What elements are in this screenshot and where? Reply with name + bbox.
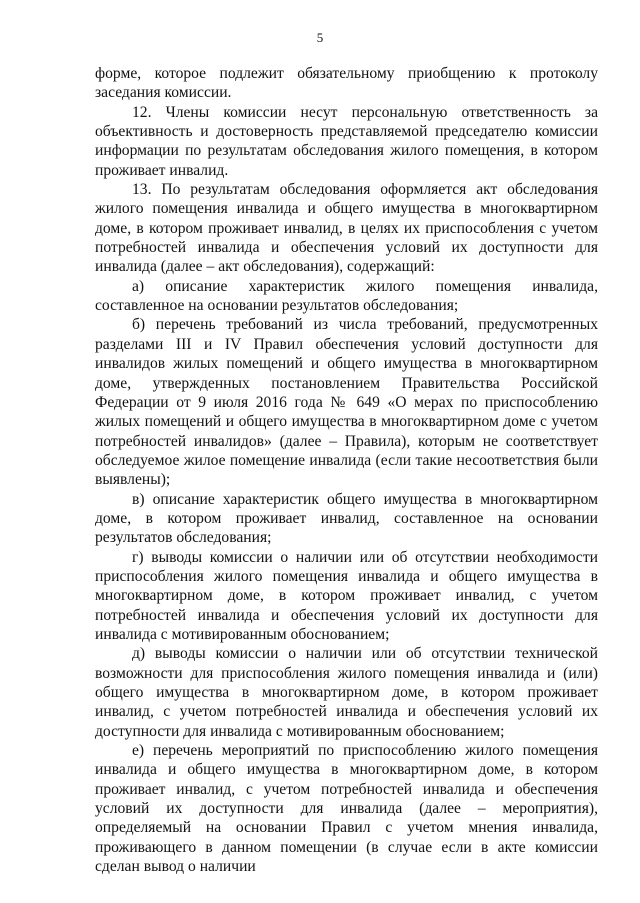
paragraph: а) описание характеристик жилого помещения инвалида, составленное на основании результатов обследования; — [95, 277, 598, 315]
page-number: 5 — [316, 30, 324, 45]
document-body — [95, 64, 598, 876]
paragraph: форме, которое подлежит обязательному приобщению к протоколу заседания комиссии. — [95, 65, 598, 102]
paragraph: 13. По результатам обследования оформляется акт обследования жилого помещения инвалида и общего имущества в многоквартирном доме, в котором проживает инвалид, в целях их приспособления с учетом потребностей инвалида и обеспечения условий их доступности для инвалида (далее – акт обследования), содержащий: — [95, 181, 598, 276]
paragraph: г) выводы комиссии о наличии или об отсутствии необходимости приспособления жилого помещения инвалида и общего имущества в многоквартирном доме, в котором проживает инвалид, с учетом потребностей инвалида и обеспечения условий их доступности для инвалида с мотивированным обоснованием; — [95, 548, 598, 643]
paragraph: б) перечень требований из числа требований, предусмотренных разделами III и IV Правил обеспечения условий доступности для инвалидов жилых помещений и общего имущества в многоквартирном доме, утвержденных постановлением Правительства Российской Федерации от 9 июля 2016 года № 649 «О мерах по приспособлению жилых помещений и общего имущества в многоквартирном доме с учетом потребностей инвалидов» (далее – Правила), которым не соответствует обследуемое жилое помещение инвалида (если такие несоответствия были выявлены); — [95, 316, 598, 489]
paragraph: е) перечень мероприятий по приспособлению жилого помещения инвалида и общего имущества в многоквартирном доме, в котором проживает инвалид, с учетом потребностей инвалида и обеспечения условий их доступности для инвалида (далее – мероприятия), определяемый на основании Правил с учетом мнения инвалида, проживающего в данном помещении (в случае если в акте комиссии сделан вывод о наличии — [95, 742, 598, 876]
paragraph: в) описание характеристик общего имущества в многоквартирном доме, в котором проживает инвалид, составленное на основании результатов обследования; — [95, 490, 598, 547]
paragraph: 12. Члены комиссии несут персональную ответственность за объективность и достоверность представляемой председателю комиссии информации по результатам обследования жилого помещения, в котором проживает инвалид. — [95, 103, 598, 179]
paragraph: д) выводы комиссии о наличии или об отсутствии технической возможности для приспособления жилого помещения инвалида и (или) общего имущества в многоквартирном доме, в котором проживает инвалид, с учетом потребностей инвалида и обеспечения условий их доступности для инвалида с мотивированным обоснованием; — [95, 645, 598, 740]
